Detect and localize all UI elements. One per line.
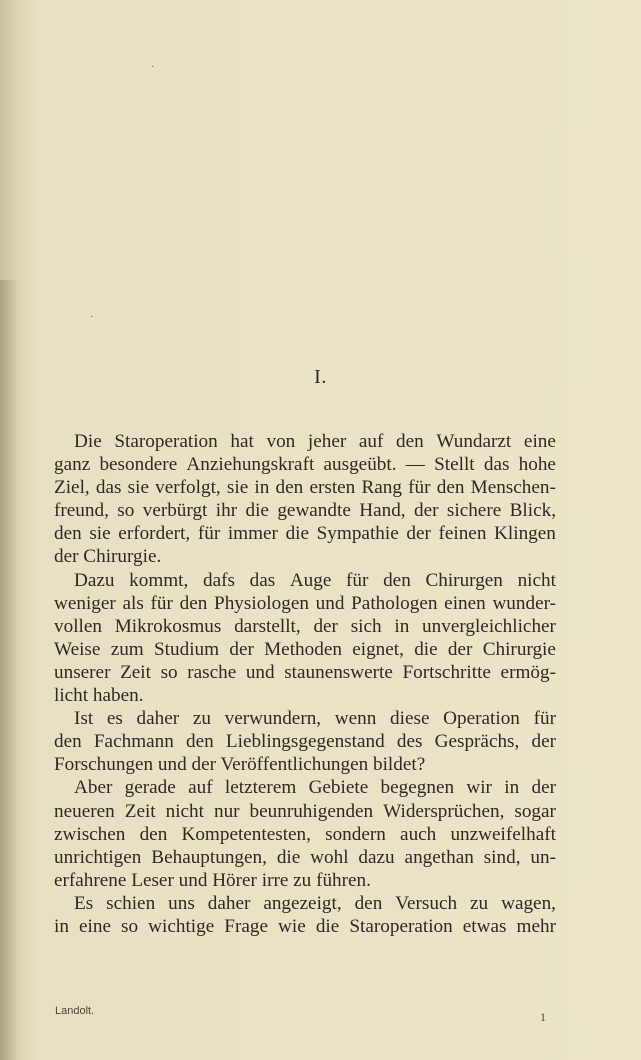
paragraph — [54, 569, 556, 708]
paragraph — [54, 776, 556, 891]
paragraph — [54, 430, 556, 569]
text-line: licht haben. — [54, 685, 144, 707]
text-line: unrichtigen Behauptungen, die wohl dazu angethan sind, un- — [54, 846, 556, 868]
text-line: Die Staroperation hat von jeher auf den Wundarzt eine — [74, 431, 556, 452]
text-line: Ziel, das sie verfolgt, sie in den ersten Rang für den Menschen- — [54, 477, 556, 499]
text-line: in eine so wichtige Frage wie die Staroperation etwas mehr — [54, 915, 556, 937]
sheet-number: 1 — [540, 1010, 546, 1024]
text-line: der Chirurgie. — [54, 546, 162, 568]
text-line: Forschungen und der Veröffentlichungen bildet? — [54, 754, 426, 776]
text-line: Ist es daher zu verwundern, wenn diese Operation für — [74, 708, 556, 730]
text-line: vollen Mikrokosmus darstellt, der sich in unvergleichlicher — [54, 615, 556, 637]
text-line: den Fachmann den Lieblingsgegenstand des Gesprächs, der — [54, 731, 556, 753]
text-line: erfahrene Leser und Hörer irre zu führen. — [54, 869, 371, 891]
text-line: ganz besondere Anziehungskraft ausgeübt. — Stellt das hohe — [54, 454, 556, 476]
text-line: den sie erfordert, für immer die Sympathie der feinen Klingen — [54, 523, 556, 545]
text-line: Dazu kommt, dafs das Auge für den Chirurgen nicht — [74, 569, 556, 591]
text-line: Es schien uns daher angezeigt, den Versuch zu wagen, — [74, 892, 556, 914]
text-line: freund, so verbürgt ihr die gewandte Hand, der sichere Blick, — [54, 500, 556, 522]
text-line: neueren Zeit nicht nur beunruhigenden Widersprüchen, sogar — [54, 800, 556, 822]
speck-mark: · — [90, 312, 94, 323]
page-edge-stain — [0, 280, 22, 1060]
paragraph — [54, 892, 556, 938]
text-line: unserer Zeit so rasche und staunenswerte Fortschritte ermög- — [54, 661, 556, 683]
body-text — [54, 430, 556, 938]
speck-mark: · — [151, 62, 155, 73]
paragraph — [54, 707, 556, 776]
text-line: Weise zum Studium der Methoden eignet, die der Chirurgie — [54, 638, 556, 660]
signature-mark: Landolt. — [55, 1005, 95, 1017]
text-line: weniger als für den Physiologen und Pathologen einen wunder- — [54, 592, 556, 614]
text-line: zwischen den Kompetentesten, sondern auch unzweifelhaft — [54, 823, 556, 845]
chapter-heading: I. — [314, 366, 327, 388]
text-line: Aber gerade auf letzterem Gebiete begegnen wir in der — [74, 777, 556, 799]
